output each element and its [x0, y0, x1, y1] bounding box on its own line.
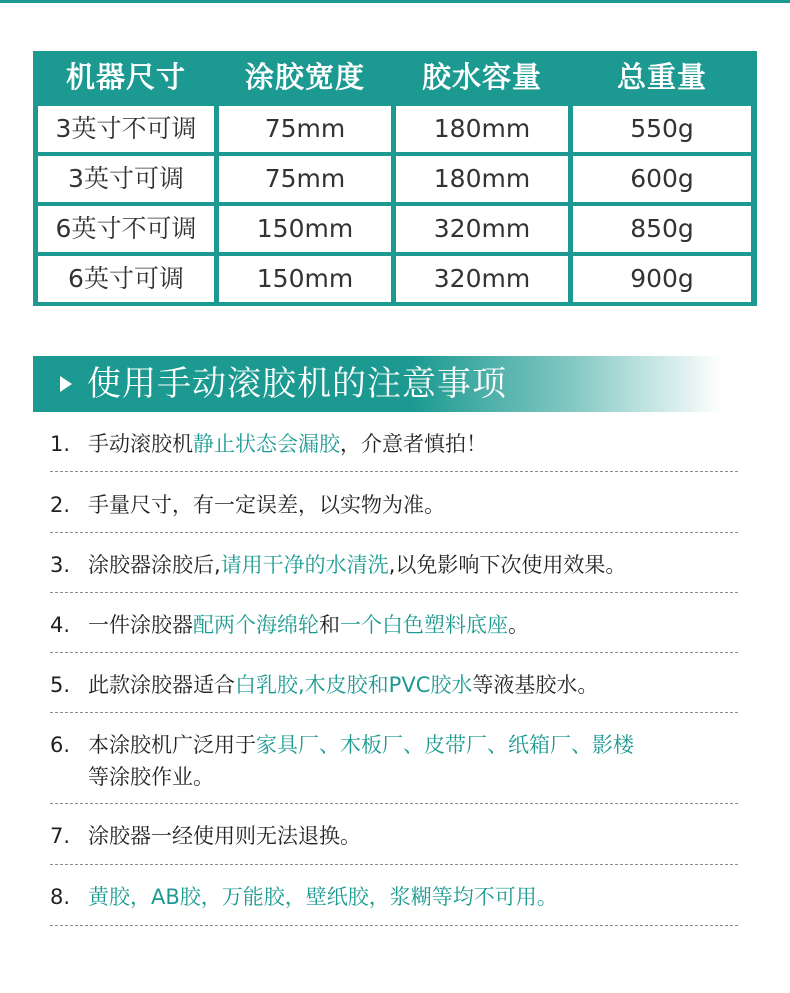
note-text: 等液基胶水。 — [472, 673, 599, 697]
list-item — [50, 609, 740, 639]
note-text: 和 — [319, 613, 340, 637]
highlighted-text: 静止状态会漏胶 — [193, 432, 340, 456]
note-text: 涂胶器一经使用则无法退换。 — [88, 824, 361, 848]
note-number: 7. — [50, 824, 71, 848]
note-number: 4. — [50, 613, 71, 637]
header-machine-size: 机器尺寸 — [65, 60, 186, 94]
cell-weight: 600g — [573, 156, 751, 202]
dashed-divider — [50, 652, 738, 653]
cell-weight: 850g — [573, 206, 751, 252]
note-text: 手动滚胶机 — [88, 432, 193, 456]
note-text: 。 — [508, 613, 529, 637]
note-text: 一件涂胶器 — [88, 613, 193, 637]
note-text: 此款涂胶器适合 — [88, 673, 235, 697]
table-row — [33, 106, 757, 152]
table-row — [33, 156, 757, 202]
list-item — [50, 729, 740, 789]
header-glue-width: 涂胶宽度 — [244, 60, 365, 94]
note-number: 2. — [50, 493, 71, 517]
list-item — [50, 549, 740, 579]
note-number: 5. — [50, 673, 71, 697]
note-text-continued: 等涂胶作业。 — [88, 765, 214, 789]
table-row — [33, 206, 757, 252]
highlighted-text: 黄胶，AB胶，万能胶，壁纸胶，浆糊等均不可用。 — [88, 885, 558, 909]
header-total-weight: 总重量 — [616, 60, 707, 94]
note-number: 1. — [50, 432, 71, 456]
list-item — [50, 820, 740, 850]
table-row — [33, 256, 757, 302]
list-item — [50, 428, 740, 458]
list-item — [50, 881, 740, 911]
highlighted-text: 配两个海绵轮 — [193, 613, 319, 637]
cell-capacity: 320mm — [396, 206, 568, 252]
cell-width: 75mm — [219, 106, 391, 152]
section-title: 使用手动滚胶机的注意事项 — [87, 364, 507, 404]
cell-capacity: 320mm — [396, 256, 568, 302]
dashed-divider — [50, 803, 738, 804]
dashed-divider — [50, 864, 738, 865]
note-text: 涂胶器涂胶后, — [88, 553, 221, 577]
cell-capacity: 180mm — [396, 156, 568, 202]
cell-size: 3英寸不可调 — [38, 106, 214, 152]
highlighted-text: 请用干净的水清洗 — [220, 553, 389, 577]
spec-table-header — [33, 51, 757, 104]
cell-width: 75mm — [219, 156, 391, 202]
note-text: 本涂胶机广泛用于 — [88, 733, 256, 757]
note-text: 手量尺寸，有一定误差，以实物为准。 — [88, 493, 445, 517]
list-item — [50, 489, 740, 519]
header-glue-capacity: 胶水容量 — [421, 60, 542, 94]
cell-weight: 550g — [573, 106, 751, 152]
play-triangle-icon — [60, 376, 72, 392]
note-text: ，介意者慎拍！ — [340, 432, 487, 456]
note-number: 8. — [50, 885, 71, 909]
cell-width: 150mm — [219, 206, 391, 252]
highlighted-text: 白乳胶,木皮胶和PVC胶水 — [235, 673, 473, 697]
spec-table — [33, 51, 757, 306]
cell-width: 150mm — [219, 256, 391, 302]
note-number: 6. — [50, 733, 71, 757]
cell-size: 6英寸可调 — [38, 256, 214, 302]
dashed-divider — [50, 471, 738, 472]
highlighted-text: 一个白色塑料底座 — [340, 613, 508, 637]
dashed-divider — [50, 532, 738, 533]
dashed-divider — [50, 592, 738, 593]
top-accent-line — [0, 0, 790, 3]
dashed-divider — [50, 925, 738, 926]
section-banner — [33, 356, 723, 412]
highlighted-text: 家具厂、木板厂、皮带厂、纸箱厂、影楼 — [256, 733, 634, 757]
list-item — [50, 669, 740, 699]
cell-size: 6英寸不可调 — [38, 206, 214, 252]
note-number: 3. — [50, 553, 71, 577]
cell-size: 3英寸可调 — [38, 156, 214, 202]
dashed-divider — [50, 712, 738, 713]
cell-weight: 900g — [573, 256, 751, 302]
note-text: ,以免影响下次使用效果。 — [388, 553, 627, 577]
cell-capacity: 180mm — [396, 106, 568, 152]
